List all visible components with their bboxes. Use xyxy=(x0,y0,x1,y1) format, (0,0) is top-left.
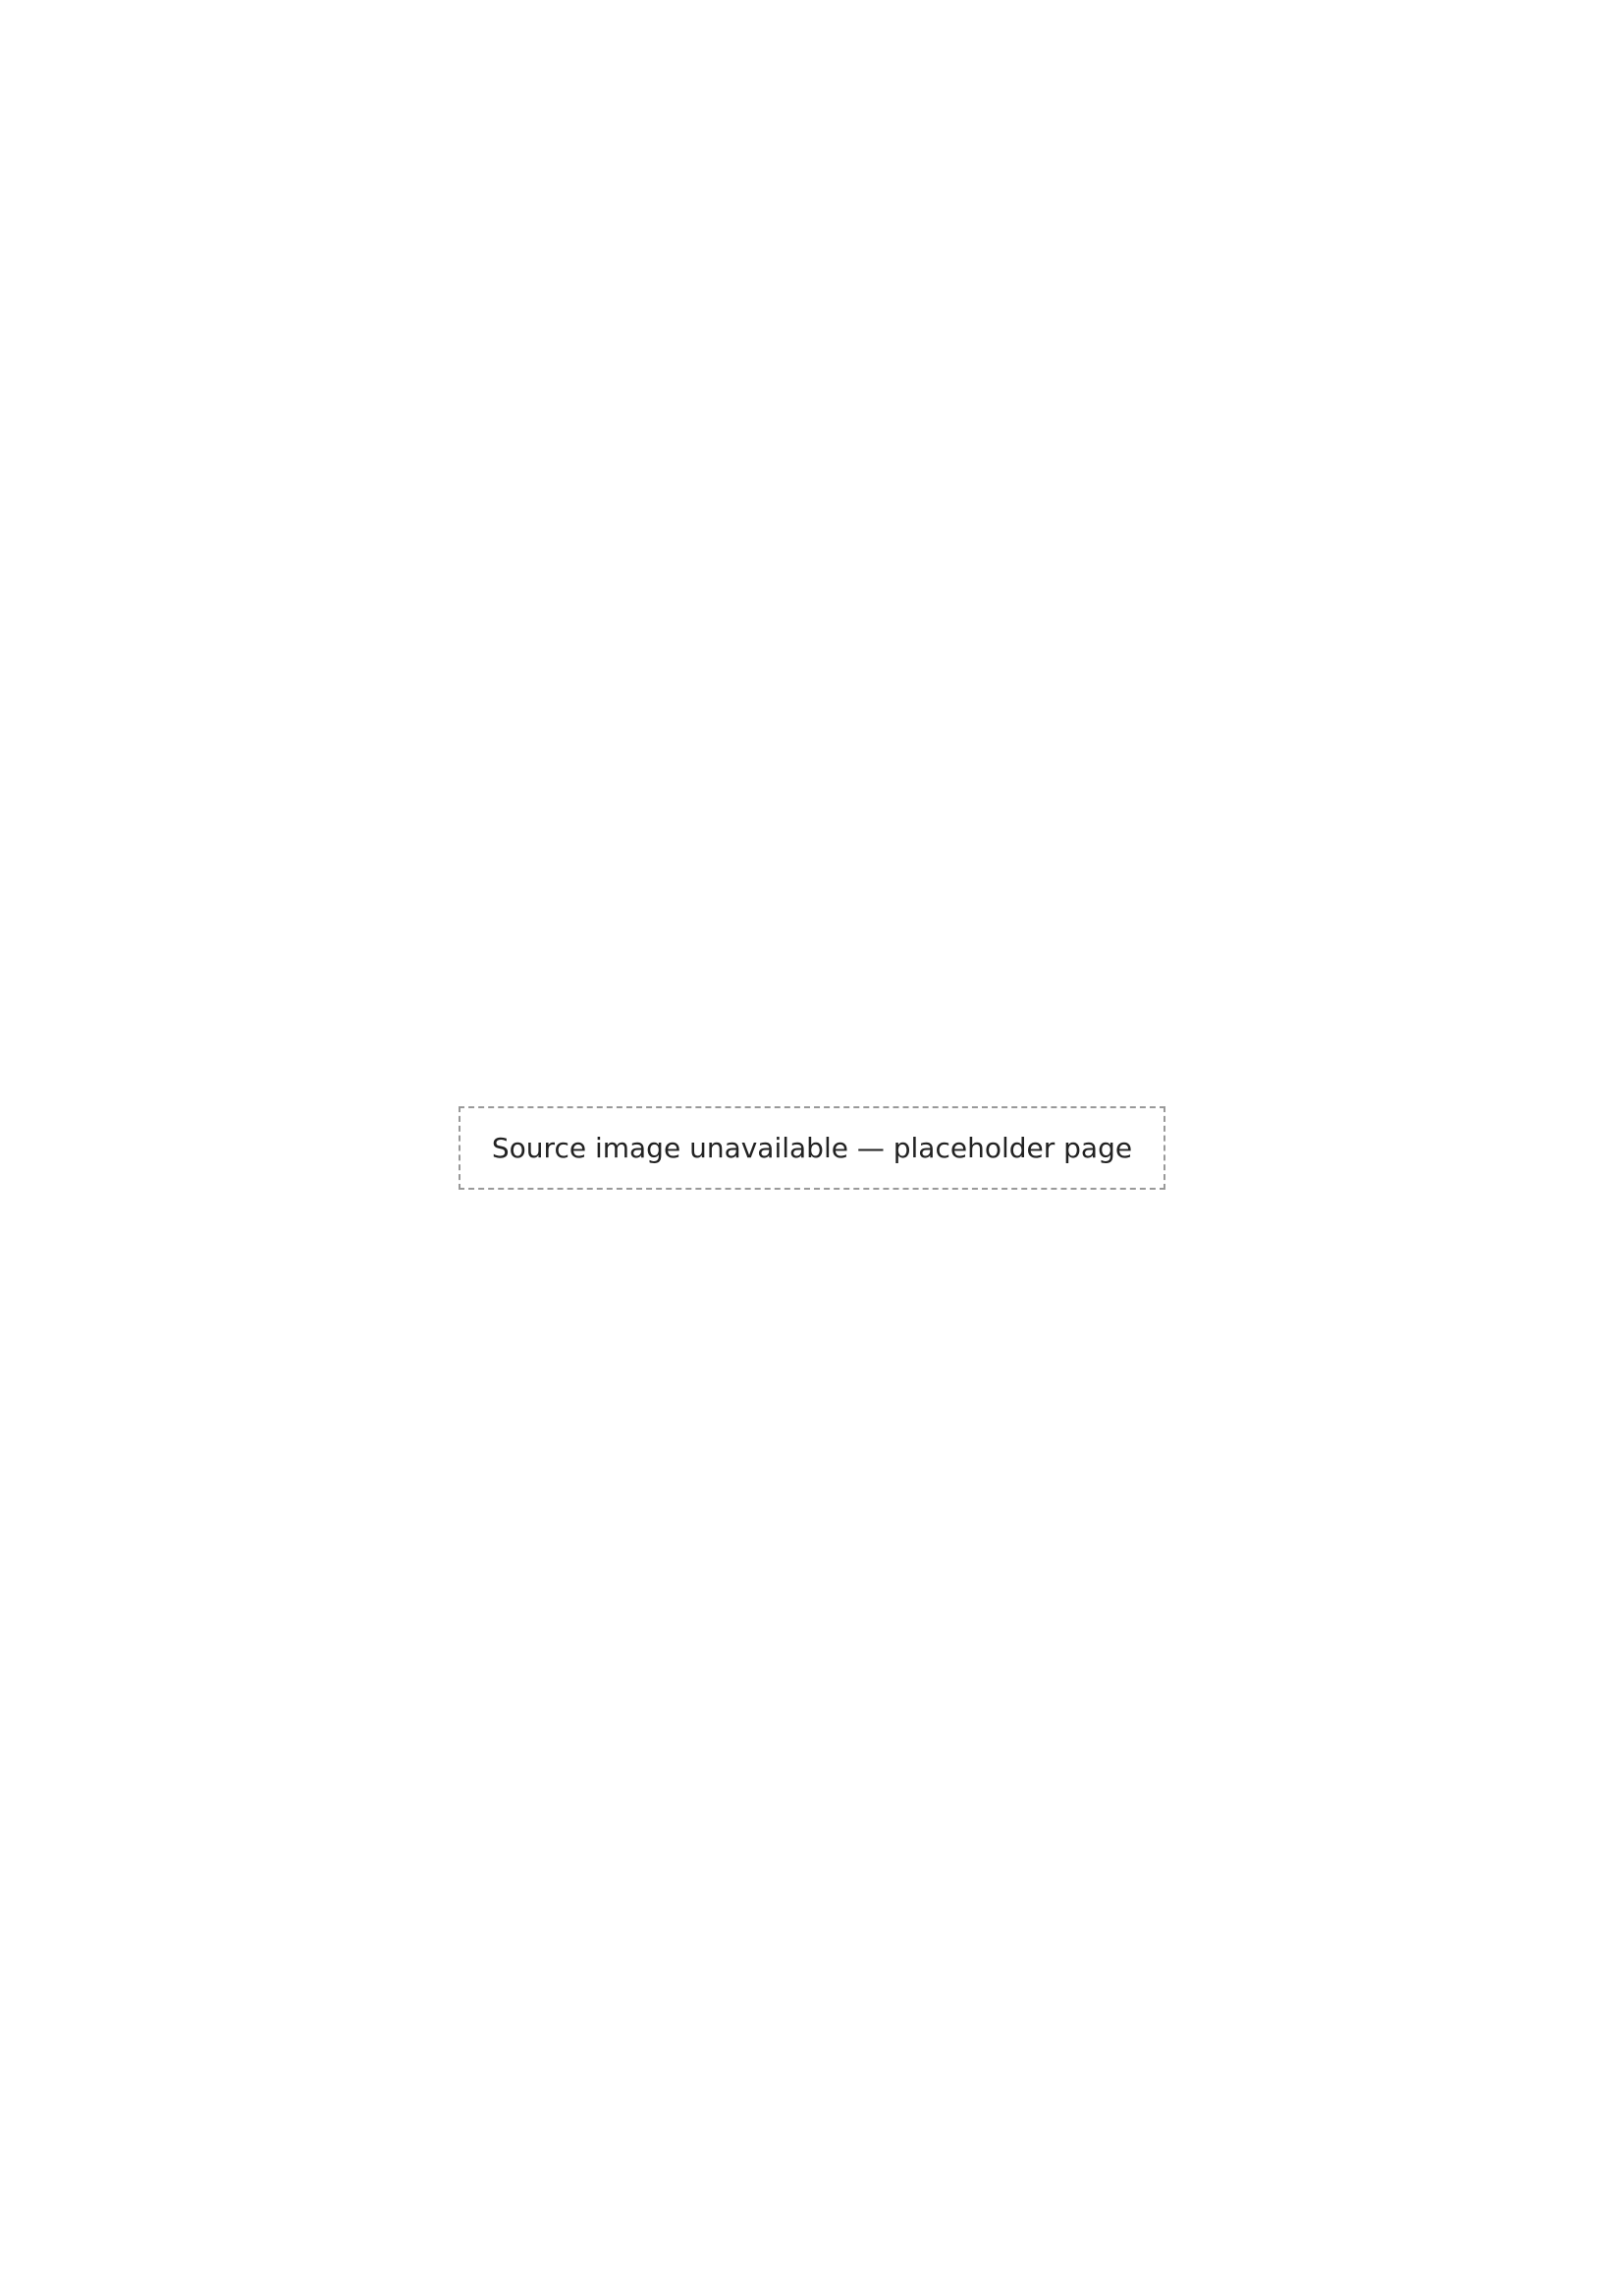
placeholder-message: Source image unavailable — placeholder page xyxy=(459,1106,1165,1190)
